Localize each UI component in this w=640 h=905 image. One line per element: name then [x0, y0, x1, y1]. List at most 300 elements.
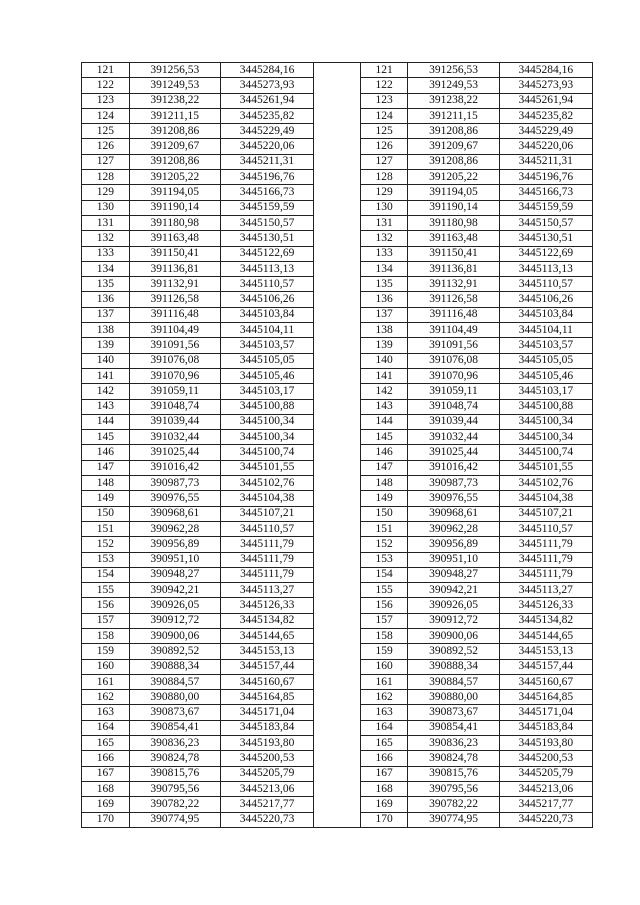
right-x-coordinate-cell: 390968,61 [408, 506, 499, 521]
right-x-coordinate-cell: 391249,53 [408, 78, 499, 93]
left-y-coordinate-cell: 3445160,67 [220, 674, 313, 689]
table-row [82, 139, 593, 154]
left-x-coordinate-cell: 391238,22 [129, 93, 220, 108]
right-y-coordinate-cell: 3445110,57 [499, 277, 592, 292]
left-y-coordinate-cell: 3445157,44 [220, 659, 313, 674]
left-y-coordinate-cell: 3445134,82 [220, 613, 313, 628]
right-x-coordinate-cell: 390942,21 [408, 583, 499, 598]
column-gap [314, 414, 361, 429]
column-gap [314, 384, 361, 399]
right-point-number-cell: 124 [360, 108, 408, 123]
right-point-number-cell: 126 [360, 139, 408, 154]
table-row [82, 414, 593, 429]
left-point-number-cell: 127 [82, 154, 130, 169]
right-point-number-cell: 130 [360, 200, 408, 215]
table-row [82, 200, 593, 215]
right-x-coordinate-cell: 391163,48 [408, 231, 499, 246]
right-y-coordinate-cell: 3445150,57 [499, 215, 592, 230]
column-gap [314, 185, 361, 200]
right-y-coordinate-cell: 3445160,67 [499, 674, 592, 689]
table-row [82, 277, 593, 292]
right-y-coordinate-cell: 3445144,65 [499, 628, 592, 643]
table-row [82, 506, 593, 521]
right-x-coordinate-cell: 391180,98 [408, 215, 499, 230]
right-point-number-cell: 152 [360, 537, 408, 552]
right-point-number-cell: 150 [360, 506, 408, 521]
left-point-number-cell: 124 [82, 108, 130, 123]
left-point-number-cell: 168 [82, 781, 130, 796]
table-row [82, 674, 593, 689]
left-x-coordinate-cell: 391032,44 [129, 430, 220, 445]
left-point-number-cell: 163 [82, 705, 130, 720]
table-row [82, 338, 593, 353]
right-y-coordinate-cell: 3445196,76 [499, 170, 592, 185]
left-y-coordinate-cell: 3445103,84 [220, 307, 313, 322]
right-x-coordinate-cell: 390854,41 [408, 720, 499, 735]
left-y-coordinate-cell: 3445111,79 [220, 537, 313, 552]
left-y-coordinate-cell: 3445130,51 [220, 231, 313, 246]
left-point-number-cell: 132 [82, 231, 130, 246]
column-gap [314, 628, 361, 643]
right-x-coordinate-cell: 390880,00 [408, 690, 499, 705]
right-y-coordinate-cell: 3445100,34 [499, 414, 592, 429]
right-x-coordinate-cell: 390873,67 [408, 705, 499, 720]
left-point-number-cell: 133 [82, 246, 130, 261]
right-point-number-cell: 133 [360, 246, 408, 261]
left-x-coordinate-cell: 391070,96 [129, 368, 220, 383]
left-x-coordinate-cell: 391205,22 [129, 170, 220, 185]
left-x-coordinate-cell: 390774,95 [129, 812, 220, 827]
right-point-number-cell: 164 [360, 720, 408, 735]
left-y-coordinate-cell: 3445159,59 [220, 200, 313, 215]
left-point-number-cell: 131 [82, 215, 130, 230]
left-x-coordinate-cell: 391256,53 [129, 63, 220, 78]
left-x-coordinate-cell: 391180,98 [129, 215, 220, 230]
column-gap [314, 781, 361, 796]
left-y-coordinate-cell: 3445111,79 [220, 567, 313, 582]
column-gap [314, 215, 361, 230]
left-x-coordinate-cell: 390854,41 [129, 720, 220, 735]
left-x-coordinate-cell: 390782,22 [129, 797, 220, 812]
right-point-number-cell: 167 [360, 766, 408, 781]
right-x-coordinate-cell: 390795,56 [408, 781, 499, 796]
table-row [82, 246, 593, 261]
table-row [82, 659, 593, 674]
table-row [82, 78, 593, 93]
left-point-number-cell: 142 [82, 384, 130, 399]
left-point-number-cell: 143 [82, 399, 130, 414]
left-point-number-cell: 139 [82, 338, 130, 353]
left-x-coordinate-cell: 391116,48 [129, 307, 220, 322]
left-point-number-cell: 156 [82, 598, 130, 613]
table-row [82, 185, 593, 200]
right-y-coordinate-cell: 3445171,04 [499, 705, 592, 720]
left-x-coordinate-cell: 390962,28 [129, 521, 220, 536]
left-x-coordinate-cell: 390968,61 [129, 506, 220, 521]
right-y-coordinate-cell: 3445164,85 [499, 690, 592, 705]
left-y-coordinate-cell: 3445106,26 [220, 292, 313, 307]
left-x-coordinate-cell: 390912,72 [129, 613, 220, 628]
right-x-coordinate-cell: 390976,55 [408, 491, 499, 506]
right-y-coordinate-cell: 3445220,73 [499, 812, 592, 827]
left-y-coordinate-cell: 3445284,16 [220, 63, 313, 78]
right-point-number-cell: 121 [360, 63, 408, 78]
right-x-coordinate-cell: 390892,52 [408, 644, 499, 659]
right-point-number-cell: 137 [360, 307, 408, 322]
column-gap [314, 797, 361, 812]
right-point-number-cell: 138 [360, 323, 408, 338]
table-row [82, 583, 593, 598]
right-x-coordinate-cell: 390774,95 [408, 812, 499, 827]
left-point-number-cell: 125 [82, 124, 130, 139]
column-gap [314, 766, 361, 781]
right-point-number-cell: 168 [360, 781, 408, 796]
column-gap [314, 124, 361, 139]
left-y-coordinate-cell: 3445110,57 [220, 277, 313, 292]
left-y-coordinate-cell: 3445100,74 [220, 445, 313, 460]
left-x-coordinate-cell: 390948,27 [129, 567, 220, 582]
left-x-coordinate-cell: 390951,10 [129, 552, 220, 567]
right-y-coordinate-cell: 3445261,94 [499, 93, 592, 108]
table-row [82, 644, 593, 659]
column-gap [314, 659, 361, 674]
column-gap [314, 705, 361, 720]
table-row [82, 63, 593, 78]
left-x-coordinate-cell: 391104,49 [129, 323, 220, 338]
left-x-coordinate-cell: 391190,14 [129, 200, 220, 215]
table-row [82, 613, 593, 628]
left-x-coordinate-cell: 390880,00 [129, 690, 220, 705]
right-x-coordinate-cell: 391190,14 [408, 200, 499, 215]
right-point-number-cell: 136 [360, 292, 408, 307]
column-gap [314, 200, 361, 215]
left-x-coordinate-cell: 390956,89 [129, 537, 220, 552]
right-point-number-cell: 144 [360, 414, 408, 429]
right-point-number-cell: 145 [360, 430, 408, 445]
right-y-coordinate-cell: 3445113,13 [499, 261, 592, 276]
table-row [82, 567, 593, 582]
right-x-coordinate-cell: 391208,86 [408, 154, 499, 169]
column-gap [314, 399, 361, 414]
column-gap [314, 583, 361, 598]
right-point-number-cell: 159 [360, 644, 408, 659]
right-y-coordinate-cell: 3445111,79 [499, 537, 592, 552]
table-row [82, 368, 593, 383]
right-point-number-cell: 127 [360, 154, 408, 169]
left-x-coordinate-cell: 391039,44 [129, 414, 220, 429]
right-y-coordinate-cell: 3445130,51 [499, 231, 592, 246]
right-x-coordinate-cell: 391209,67 [408, 139, 499, 154]
left-y-coordinate-cell: 3445107,21 [220, 506, 313, 521]
table-row [82, 108, 593, 123]
table-row [82, 154, 593, 169]
table-row [82, 552, 593, 567]
left-x-coordinate-cell: 390987,73 [129, 476, 220, 491]
left-x-coordinate-cell: 391076,08 [129, 353, 220, 368]
left-point-number-cell: 165 [82, 736, 130, 751]
left-point-number-cell: 151 [82, 521, 130, 536]
column-gap [314, 170, 361, 185]
table-row [82, 353, 593, 368]
column-gap [314, 613, 361, 628]
left-y-coordinate-cell: 3445103,57 [220, 338, 313, 353]
right-point-number-cell: 153 [360, 552, 408, 567]
right-point-number-cell: 139 [360, 338, 408, 353]
column-gap [314, 139, 361, 154]
column-gap [314, 93, 361, 108]
left-point-number-cell: 154 [82, 567, 130, 582]
right-y-coordinate-cell: 3445122,69 [499, 246, 592, 261]
right-y-coordinate-cell: 3445101,55 [499, 460, 592, 475]
right-point-number-cell: 170 [360, 812, 408, 827]
right-point-number-cell: 166 [360, 751, 408, 766]
left-point-number-cell: 141 [82, 368, 130, 383]
table-row [82, 812, 593, 827]
right-x-coordinate-cell: 390824,78 [408, 751, 499, 766]
left-y-coordinate-cell: 3445171,04 [220, 705, 313, 720]
right-y-coordinate-cell: 3445105,46 [499, 368, 592, 383]
right-x-coordinate-cell: 390962,28 [408, 521, 499, 536]
left-point-number-cell: 145 [82, 430, 130, 445]
table-row [82, 537, 593, 552]
right-point-number-cell: 158 [360, 628, 408, 643]
table-row [82, 292, 593, 307]
left-point-number-cell: 161 [82, 674, 130, 689]
column-gap [314, 246, 361, 261]
right-y-coordinate-cell: 3445104,11 [499, 323, 592, 338]
table-row [82, 170, 593, 185]
right-point-number-cell: 142 [360, 384, 408, 399]
right-y-coordinate-cell: 3445100,34 [499, 430, 592, 445]
right-y-coordinate-cell: 3445284,16 [499, 63, 592, 78]
right-y-coordinate-cell: 3445107,21 [499, 506, 592, 521]
right-y-coordinate-cell: 3445103,57 [499, 338, 592, 353]
right-x-coordinate-cell: 390782,22 [408, 797, 499, 812]
right-y-coordinate-cell: 3445217,77 [499, 797, 592, 812]
right-point-number-cell: 146 [360, 445, 408, 460]
right-x-coordinate-cell: 390987,73 [408, 476, 499, 491]
left-point-number-cell: 160 [82, 659, 130, 674]
right-point-number-cell: 162 [360, 690, 408, 705]
left-y-coordinate-cell: 3445110,57 [220, 521, 313, 536]
column-gap [314, 231, 361, 246]
right-point-number-cell: 160 [360, 659, 408, 674]
left-point-number-cell: 148 [82, 476, 130, 491]
left-y-coordinate-cell: 3445220,73 [220, 812, 313, 827]
column-gap [314, 353, 361, 368]
column-gap [314, 537, 361, 552]
table-row [82, 307, 593, 322]
column-gap [314, 674, 361, 689]
left-point-number-cell: 158 [82, 628, 130, 643]
column-gap [314, 154, 361, 169]
right-y-coordinate-cell: 3445213,06 [499, 781, 592, 796]
left-x-coordinate-cell: 390884,57 [129, 674, 220, 689]
right-x-coordinate-cell: 391208,86 [408, 124, 499, 139]
right-x-coordinate-cell: 391048,74 [408, 399, 499, 414]
left-point-number-cell: 135 [82, 277, 130, 292]
table-row [82, 231, 593, 246]
left-point-number-cell: 130 [82, 200, 130, 215]
left-x-coordinate-cell: 391211,15 [129, 108, 220, 123]
left-y-coordinate-cell: 3445113,27 [220, 583, 313, 598]
column-gap [314, 338, 361, 353]
right-point-number-cell: 151 [360, 521, 408, 536]
table-row [82, 628, 593, 643]
left-x-coordinate-cell: 391048,74 [129, 399, 220, 414]
right-y-coordinate-cell: 3445110,57 [499, 521, 592, 536]
column-gap [314, 751, 361, 766]
column-gap [314, 476, 361, 491]
left-y-coordinate-cell: 3445211,31 [220, 154, 313, 169]
left-y-coordinate-cell: 3445183,84 [220, 720, 313, 735]
right-point-number-cell: 123 [360, 93, 408, 108]
right-point-number-cell: 155 [360, 583, 408, 598]
left-x-coordinate-cell: 391209,67 [129, 139, 220, 154]
right-point-number-cell: 157 [360, 613, 408, 628]
column-gap [314, 445, 361, 460]
column-gap [314, 307, 361, 322]
left-x-coordinate-cell: 391059,11 [129, 384, 220, 399]
right-point-number-cell: 156 [360, 598, 408, 613]
left-point-number-cell: 159 [82, 644, 130, 659]
left-point-number-cell: 152 [82, 537, 130, 552]
right-y-coordinate-cell: 3445111,79 [499, 567, 592, 582]
table-row [82, 766, 593, 781]
right-x-coordinate-cell: 391104,49 [408, 323, 499, 338]
column-gap [314, 521, 361, 536]
left-x-coordinate-cell: 391091,56 [129, 338, 220, 353]
left-y-coordinate-cell: 3445126,33 [220, 598, 313, 613]
table-row [82, 598, 593, 613]
table-row [82, 705, 593, 720]
right-y-coordinate-cell: 3445105,05 [499, 353, 592, 368]
right-point-number-cell: 154 [360, 567, 408, 582]
left-point-number-cell: 167 [82, 766, 130, 781]
column-gap [314, 63, 361, 78]
right-x-coordinate-cell: 390948,27 [408, 567, 499, 582]
left-x-coordinate-cell: 390976,55 [129, 491, 220, 506]
column-gap [314, 261, 361, 276]
column-gap [314, 491, 361, 506]
column-gap [314, 323, 361, 338]
right-x-coordinate-cell: 391076,08 [408, 353, 499, 368]
left-x-coordinate-cell: 390873,67 [129, 705, 220, 720]
table-row [82, 736, 593, 751]
table-row [82, 491, 593, 506]
right-point-number-cell: 169 [360, 797, 408, 812]
right-x-coordinate-cell: 390951,10 [408, 552, 499, 567]
right-y-coordinate-cell: 3445103,84 [499, 307, 592, 322]
right-x-coordinate-cell: 391211,15 [408, 108, 499, 123]
right-point-number-cell: 165 [360, 736, 408, 751]
table-row [82, 430, 593, 445]
table-row [82, 781, 593, 796]
left-point-number-cell: 126 [82, 139, 130, 154]
left-x-coordinate-cell: 390942,21 [129, 583, 220, 598]
table-row [82, 797, 593, 812]
right-point-number-cell: 129 [360, 185, 408, 200]
left-y-coordinate-cell: 3445100,88 [220, 399, 313, 414]
right-y-coordinate-cell: 3445229,49 [499, 124, 592, 139]
column-gap [314, 430, 361, 445]
right-y-coordinate-cell: 3445205,79 [499, 766, 592, 781]
left-y-coordinate-cell: 3445220,06 [220, 139, 313, 154]
table-row [82, 261, 593, 276]
left-point-number-cell: 153 [82, 552, 130, 567]
right-x-coordinate-cell: 391256,53 [408, 63, 499, 78]
left-x-coordinate-cell: 391150,41 [129, 246, 220, 261]
left-y-coordinate-cell: 3445235,82 [220, 108, 313, 123]
right-point-number-cell: 140 [360, 353, 408, 368]
right-y-coordinate-cell: 3445220,06 [499, 139, 592, 154]
left-x-coordinate-cell: 391126,58 [129, 292, 220, 307]
column-gap [314, 108, 361, 123]
right-y-coordinate-cell: 3445134,82 [499, 613, 592, 628]
left-y-coordinate-cell: 3445153,13 [220, 644, 313, 659]
right-y-coordinate-cell: 3445273,93 [499, 78, 592, 93]
left-x-coordinate-cell: 390926,05 [129, 598, 220, 613]
column-gap [314, 644, 361, 659]
right-point-number-cell: 125 [360, 124, 408, 139]
left-point-number-cell: 169 [82, 797, 130, 812]
left-y-coordinate-cell: 3445200,53 [220, 751, 313, 766]
column-gap [314, 460, 361, 475]
left-x-coordinate-cell: 390795,56 [129, 781, 220, 796]
coordinates-table-body [82, 63, 593, 828]
right-point-number-cell: 128 [360, 170, 408, 185]
right-x-coordinate-cell: 391025,44 [408, 445, 499, 460]
column-gap [314, 78, 361, 93]
left-y-coordinate-cell: 3445273,93 [220, 78, 313, 93]
left-point-number-cell: 121 [82, 63, 130, 78]
column-gap [314, 720, 361, 735]
left-x-coordinate-cell: 391016,42 [129, 460, 220, 475]
table-row [82, 215, 593, 230]
left-y-coordinate-cell: 3445164,85 [220, 690, 313, 705]
right-x-coordinate-cell: 390956,89 [408, 537, 499, 552]
table-row [82, 521, 593, 536]
right-x-coordinate-cell: 391070,96 [408, 368, 499, 383]
right-point-number-cell: 143 [360, 399, 408, 414]
left-y-coordinate-cell: 3445102,76 [220, 476, 313, 491]
table-row [82, 124, 593, 139]
right-x-coordinate-cell: 391091,56 [408, 338, 499, 353]
left-x-coordinate-cell: 390892,52 [129, 644, 220, 659]
right-point-number-cell: 135 [360, 277, 408, 292]
left-x-coordinate-cell: 390824,78 [129, 751, 220, 766]
left-point-number-cell: 170 [82, 812, 130, 827]
right-x-coordinate-cell: 390926,05 [408, 598, 499, 613]
right-point-number-cell: 122 [360, 78, 408, 93]
right-y-coordinate-cell: 3445111,79 [499, 552, 592, 567]
right-point-number-cell: 148 [360, 476, 408, 491]
left-y-coordinate-cell: 3445104,38 [220, 491, 313, 506]
table-row [82, 751, 593, 766]
left-point-number-cell: 137 [82, 307, 130, 322]
right-y-coordinate-cell: 3445153,13 [499, 644, 592, 659]
left-point-number-cell: 147 [82, 460, 130, 475]
left-point-number-cell: 166 [82, 751, 130, 766]
column-gap [314, 812, 361, 827]
left-point-number-cell: 122 [82, 78, 130, 93]
left-point-number-cell: 136 [82, 292, 130, 307]
right-x-coordinate-cell: 391032,44 [408, 430, 499, 445]
left-y-coordinate-cell: 3445261,94 [220, 93, 313, 108]
table-row [82, 690, 593, 705]
right-y-coordinate-cell: 3445104,38 [499, 491, 592, 506]
right-x-coordinate-cell: 391126,58 [408, 292, 499, 307]
